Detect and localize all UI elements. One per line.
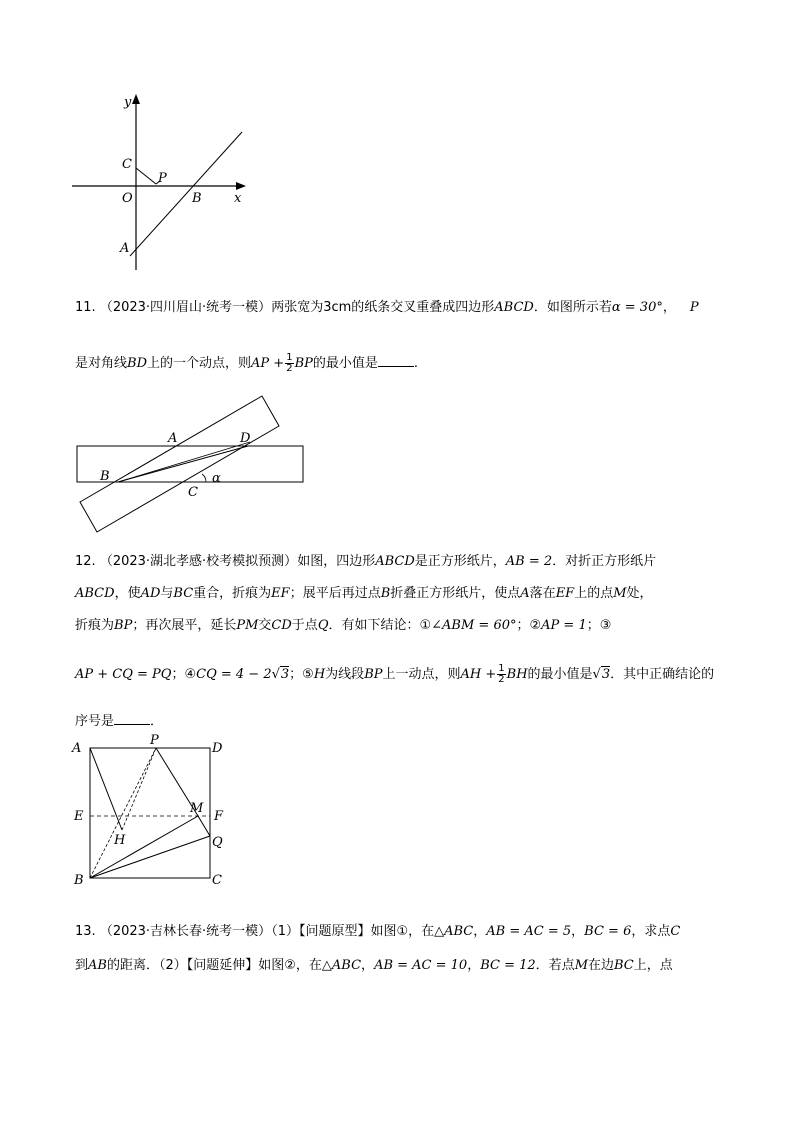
segment-cp <box>136 168 156 184</box>
label-a: A <box>168 431 178 446</box>
q12-line-4 <box>75 664 735 685</box>
label-o: O <box>122 191 133 206</box>
q11-expr-left: AP + <box>251 356 285 371</box>
q13-l2c: ， <box>361 958 375 973</box>
alpha-arc <box>202 474 206 482</box>
tilted-strip <box>80 396 279 532</box>
label-x: x <box>234 191 242 206</box>
q13-tri2: △ABC <box>321 958 362 973</box>
q12-l1b: 是正方形纸片， <box>414 554 506 569</box>
label-p: P <box>150 733 159 748</box>
q12-l2e: ；展平后再过点 <box>289 586 381 601</box>
q12-answer-blank[interactable] <box>114 710 150 725</box>
label-b: B <box>100 469 110 484</box>
label-a: A <box>72 741 82 756</box>
q12-l4a: AP + CQ = PQ <box>75 667 172 682</box>
q13-l1d: ，求点 <box>631 924 671 939</box>
q11-abcd: ABCD <box>494 300 534 315</box>
q13-c: C <box>670 924 681 939</box>
q12-l2b: ，使 <box>114 586 141 601</box>
q13-l2a: 到 <box>75 958 89 973</box>
segment-hm <box>122 748 156 830</box>
q11-text-b: ．如图所示若 <box>533 300 612 315</box>
q11-answer-blank[interactable] <box>378 352 414 367</box>
q12-bp: BP <box>114 618 133 633</box>
q11-line-1 <box>75 298 735 318</box>
q12-l2i: 处， <box>626 586 653 601</box>
q12-l3c: 交 <box>258 618 272 633</box>
y-axis-arrow <box>132 94 140 104</box>
q12-l4c: ；⑤ <box>289 667 314 682</box>
q12-l4b: ；④ <box>171 667 197 682</box>
horizontal-strip <box>77 446 303 482</box>
q12-q: Q <box>317 618 329 633</box>
q12-abcd: ABCD <box>375 554 415 569</box>
q12-line-1 <box>75 552 735 572</box>
q12-sqrt3b: 3 <box>601 667 611 682</box>
q11-bd: BD <box>127 356 147 371</box>
q11-line-2 <box>75 352 735 374</box>
q12-b: B <box>380 586 391 601</box>
q11-alpha: α = 30° <box>611 300 663 315</box>
segment-bq <box>90 836 210 878</box>
label-alpha: α <box>212 471 221 486</box>
q13-l1b: ， <box>473 924 487 939</box>
q13-l1a: （1）【问题原型】如图①，在 <box>271 924 435 939</box>
q11-source: （2023·四川眉山·统考一模） <box>99 300 272 315</box>
q11-number: 11. <box>75 300 96 315</box>
q12-h: H <box>313 667 326 682</box>
q12-cq-eq: CQ = 4 − 2 <box>196 667 272 682</box>
q11-frac-den: 2 <box>286 363 293 374</box>
label-a: A <box>120 241 130 256</box>
segment-mq <box>198 816 210 836</box>
label-e: E <box>74 809 84 824</box>
q12-l2g: 落在 <box>529 586 556 601</box>
q12-abcd-2: ABCD <box>75 586 115 601</box>
label-b: B <box>74 873 84 888</box>
q13-l2e: ．若点 <box>535 958 575 973</box>
q12-l2h: 上的点 <box>574 586 614 601</box>
q13-eq1: AB = AC = 5 <box>486 924 572 939</box>
q13-tri: △ABC <box>434 924 474 939</box>
q12-number: 12. <box>75 554 96 569</box>
square-figure <box>60 732 240 892</box>
q12-pm: PM <box>236 618 259 633</box>
q12-l3e: ．有如下结论：① <box>328 618 432 633</box>
q12-line-3 <box>75 616 735 636</box>
coordinate-figure <box>60 88 260 278</box>
q13-ab: AB <box>88 958 107 973</box>
q12-l3g: ；③ <box>586 618 612 633</box>
q11-comma: ， <box>662 300 676 315</box>
label-c: C <box>122 157 132 172</box>
q12-l3d: 于点 <box>291 618 318 633</box>
q13-number: 13. <box>75 924 96 939</box>
q12-cd: CD <box>271 618 292 633</box>
q13-l1c: ， <box>571 924 585 939</box>
q12-frac-den: 2 <box>498 674 505 685</box>
label-b: B <box>192 191 202 206</box>
q12-angle: ∠ABM = 60° <box>431 618 517 633</box>
line-ab <box>130 132 242 256</box>
q11-text-c: 是对角线 <box>75 356 128 371</box>
q12-expr2-right: BH <box>506 667 528 682</box>
q11-text-a: 两张宽为3cm的纸条交叉重叠成四边形 <box>271 300 495 315</box>
q12-l4f: 的最小值是 <box>527 667 593 682</box>
diagonal-bd-2 <box>118 442 250 482</box>
q13-m: M <box>574 958 588 973</box>
q13-l2f: 在边 <box>588 958 615 973</box>
q12-frac-num: 1 <box>498 663 505 674</box>
q13-eq4: BC = 12 <box>480 958 536 973</box>
q12-l2f: 折叠正方形纸片，使点 <box>390 586 521 601</box>
q12-l2d: 重合，折痕为 <box>193 586 272 601</box>
q12-source: （2023·湖北孝感·校考模拟预测） <box>99 554 298 569</box>
label-c: C <box>212 873 222 888</box>
q12-bc: BC <box>173 586 194 601</box>
sqrt-icon: √ <box>592 667 601 682</box>
q13-l2g: 上，点 <box>633 958 673 973</box>
strips-figure <box>74 390 314 540</box>
q12-ad: AD <box>140 586 161 601</box>
q11-expr-right: BP <box>294 356 313 371</box>
diagonal-bd <box>118 446 248 482</box>
q12-fraction <box>497 664 505 685</box>
q12-l2c: 与 <box>160 586 174 601</box>
q12-l3a: 折痕为 <box>75 618 115 633</box>
q11-frac-num: 1 <box>286 352 293 363</box>
q12-l5a: 序号是 <box>75 714 115 729</box>
q13-l2d: ， <box>467 958 481 973</box>
label-q: Q <box>212 835 223 850</box>
segment-bm <box>90 816 198 878</box>
q12-l3b: ；再次展平，延长 <box>132 618 237 633</box>
label-f: F <box>214 809 224 824</box>
q12-a: A <box>520 586 530 601</box>
q11-end: . <box>413 356 419 371</box>
q12-ef-2: EF <box>555 586 575 601</box>
q12-line-5 <box>75 710 735 732</box>
q13-line-1 <box>75 922 735 942</box>
q11-p: P <box>689 300 699 315</box>
segment-ah <box>90 748 122 830</box>
q11-text-d: 上的一个动点，则 <box>147 356 252 371</box>
q11-fraction <box>285 353 293 374</box>
q13-bc: BC <box>614 958 634 973</box>
q11-text-e: 的最小值是 <box>312 356 378 371</box>
q12-l4g: ．其中正确结论的 <box>610 667 715 682</box>
q12-sqrt3: 3 <box>280 667 290 682</box>
label-d: D <box>212 741 223 756</box>
q12-bp-2: BP <box>364 667 383 682</box>
q13-eq2: BC = 6 <box>584 924 632 939</box>
label-m: M <box>190 801 204 816</box>
label-p: P <box>158 171 167 186</box>
q12-ap-eq: AP = 1 <box>541 618 587 633</box>
q12-l1a: 如图，四边形 <box>297 554 376 569</box>
q13-source: （2023·吉林长春·统考一模） <box>99 924 272 939</box>
label-h: H <box>114 833 126 848</box>
q13-l2b: 的距离．（2）【问题延伸】如图②，在 <box>106 958 322 973</box>
sqrt-icon: √ <box>271 667 280 682</box>
q12-l4d: 为线段 <box>325 667 365 682</box>
x-axis-arrow <box>236 182 246 190</box>
q12-l3f: ；② <box>516 618 542 633</box>
q13-line-2 <box>75 956 735 976</box>
label-c: C <box>188 485 198 500</box>
label-y: y <box>124 95 132 110</box>
q12-line-2 <box>75 584 735 604</box>
q12-expr2-left: AH + <box>460 667 497 682</box>
q12-m: M <box>613 586 627 601</box>
label-d: D <box>240 431 251 446</box>
q12-l1c: ．对折正方形纸片 <box>552 554 657 569</box>
q12-l5b: ． <box>150 714 164 729</box>
q12-ab-eq: AB = 2 <box>505 554 553 569</box>
q13-eq3: AB = AC = 10 <box>374 958 468 973</box>
q12-l4e: 上一动点，则 <box>382 667 461 682</box>
q12-ef: EF <box>271 586 290 601</box>
